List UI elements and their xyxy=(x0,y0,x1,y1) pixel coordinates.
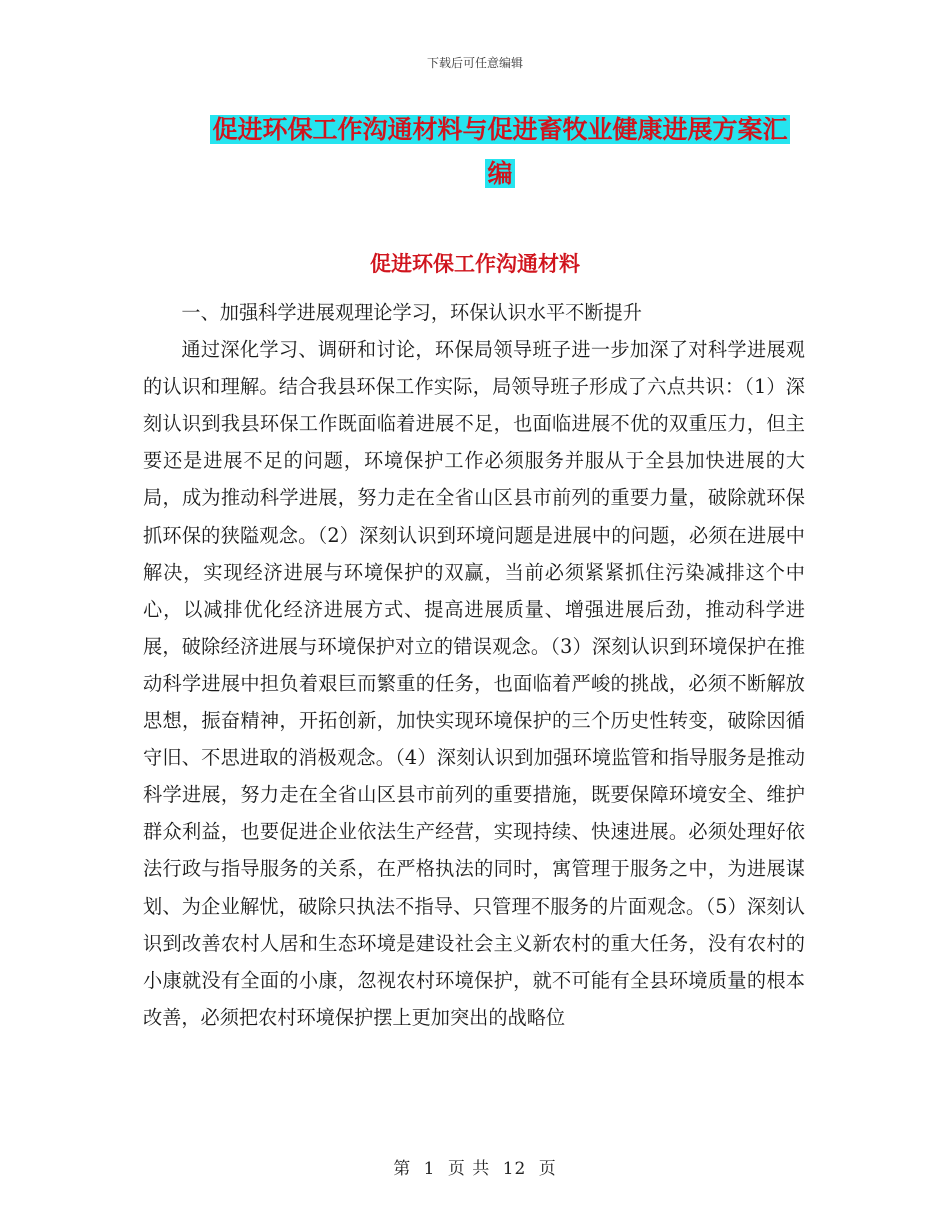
page-footer xyxy=(0,1154,950,1179)
footer-prefix: 第 xyxy=(393,1159,412,1179)
footer-total-pages: 12 xyxy=(502,1159,527,1179)
header-note: 下载后可任意编辑 xyxy=(426,56,523,70)
footer-page-number: 1 xyxy=(423,1159,436,1179)
section-title: 促进环保工作沟通材料 xyxy=(370,252,580,276)
heading-1: 一、加强科学进展观理论学习，环保认识水平不断提升 xyxy=(181,301,642,324)
paragraph-1: 通过深化学习、调研和讨论，环保局领导班子进一步加深了对科学进展观的认识和理解。结合我县环保工作实际，局领导班子形成了六点共识：（1）深刻认识到我县环保工作既面临着进展不足，也面临进展不优的双重压力，但主要还是进展不足的问题，环境保护工作必须服务并服从于全县加快进展的大局，成为推动科学进展，努力走在全省山区县市前列的重要力量，破除就环保抓环保的狭隘观念。（2）深刻认识到环境问题是进展中的问题，必须在进展中解决，实现经济进展与环境保护的双赢，当前必须紧紧抓住污染减排这个中心，以减排优化经济进展方式、提高进展质量、增强进展后劲，推动科学进展，破除经济进展与环境保护对立的错误观念。（3）深刻认识到环境保护在推动科学进展中担负着艰巨而繁重的任务，也面临着严峻的挑战，必须不断解放思想，振奋精神，开拓创新，加快实现环境保护的三个历史性转变，破除因循守旧、不思进取的消极观念。（4）深刻认识到加强环境监管和指导服务是推动科学进展，努力走在全省山区县市前列的重要措施，既要保障环境安全、维护群众利益，也要促进企业依法生产经营，实现持续、快速进展。必须处理好依法行政与指导服务的关系，在严格执法的同时，寓管理于服务之中，为进展谋划、为企业解忧，破除只执法不指导、只管理不服务的片面观念。（5）深刻认识到改善农村人居和生态环境是建设社会主义新农村的重大任务，没有农村的小康就没有全面的小康，忽视农村环境保护，就不可能有全县环境质量的根本改善，必须把农村环境保护摆上更加突出的战略位 xyxy=(143,338,805,1029)
footer-suffix: 页 xyxy=(538,1159,557,1179)
body-text xyxy=(143,294,805,1036)
document-title-line-2: 编 xyxy=(487,159,513,188)
footer-middle: 页 共 xyxy=(447,1159,491,1179)
document-title xyxy=(190,108,810,196)
document-title-line-1: 促进环保工作沟通材料与促进畜牧业健康进展方案汇 xyxy=(212,115,788,144)
